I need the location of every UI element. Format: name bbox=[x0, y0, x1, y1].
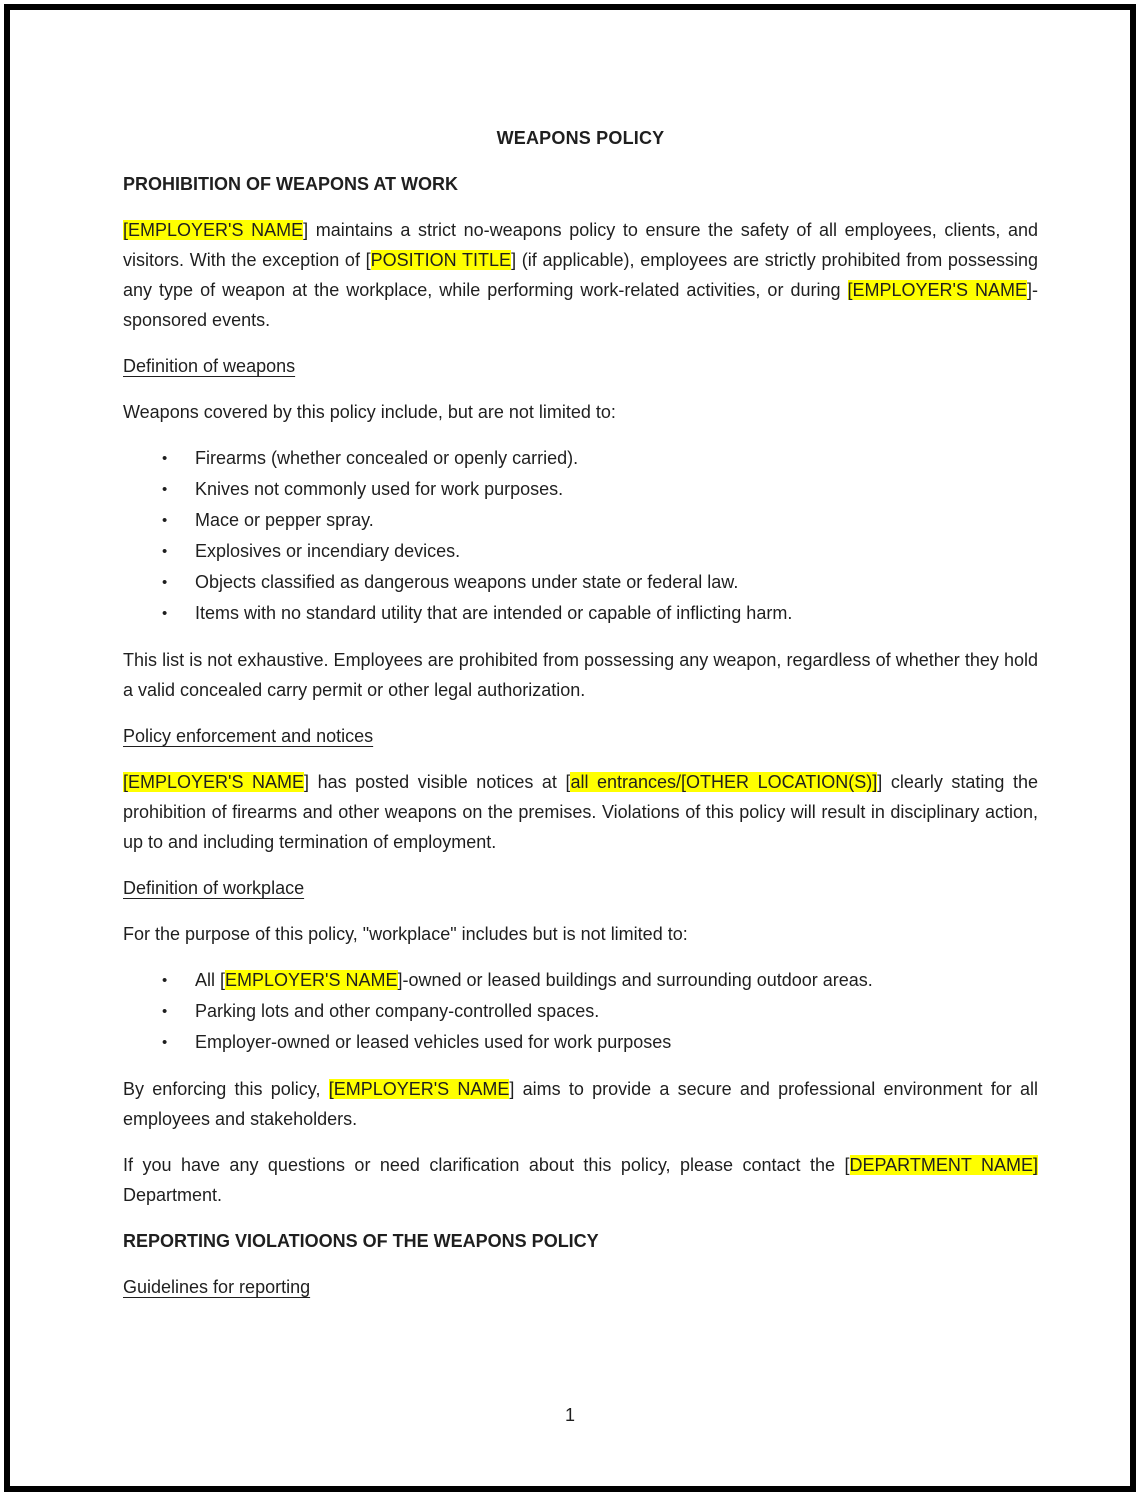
paragraph bbox=[123, 215, 1038, 335]
text-run: Weapons covered by this policy include, but are not limited to: bbox=[123, 402, 616, 422]
text-run: Parking lots and other company-controlled spaces. bbox=[195, 1001, 600, 1021]
bullet-icon: • bbox=[162, 1003, 168, 1020]
list-item bbox=[123, 536, 1038, 567]
document-page bbox=[4, 4, 1136, 1492]
list-item-text bbox=[195, 474, 1038, 505]
paragraph bbox=[123, 1074, 1038, 1134]
list-item-text bbox=[195, 505, 1038, 536]
text-run: ] has posted visible notices at [ bbox=[304, 772, 571, 792]
paragraph bbox=[123, 1150, 1038, 1210]
bullet-icon: • bbox=[162, 450, 168, 467]
placeholder-highlight: [EMPLOYER'S NAME bbox=[123, 772, 305, 792]
section-heading: PROHIBITION OF WEAPONS AT WORK bbox=[123, 174, 458, 194]
text-run: ] maintains a strict no-weapons policy to ensure the safety of all employees, clients, and visitors. With the exception of [ bbox=[123, 220, 1038, 270]
placeholder-highlight: EMPLOYER'S NAME bbox=[225, 970, 398, 990]
placeholder-highlight: [EMPLOYER'S NAME bbox=[847, 280, 1028, 300]
text-run: This list is not exhaustive. Employees are prohibited from possessing any weapon, regardless of whether they hold a valid concealed carry permit or other legal authorization. bbox=[123, 650, 1038, 700]
document-blocks bbox=[123, 169, 1038, 1302]
bullet-icon: • bbox=[162, 512, 168, 529]
text-run: By enforcing this policy, bbox=[123, 1079, 329, 1099]
list-item-text bbox=[195, 443, 1038, 474]
list-item-text bbox=[195, 567, 1038, 598]
bullet-icon: • bbox=[162, 481, 168, 498]
list-item-text bbox=[195, 536, 1038, 567]
placeholder-highlight: [EMPLOYER'S NAME bbox=[328, 1079, 510, 1099]
text-run: ] aims to provide a secure and professional environment for all employees and stakeholders. bbox=[123, 1079, 1038, 1129]
placeholder-highlight: POSITION TITLE bbox=[370, 250, 512, 270]
text-run: For the purpose of this policy, "workplace" includes but is not limited to: bbox=[123, 924, 688, 944]
bullet-list bbox=[123, 965, 1038, 1058]
text-run: Explosives or incendiary devices. bbox=[195, 541, 461, 561]
subsection-heading: Guidelines for reporting bbox=[123, 1277, 311, 1297]
text-run: Objects classified as dangerous weapons under state or federal law. bbox=[195, 572, 739, 592]
list-item bbox=[123, 965, 1038, 996]
list-item-text bbox=[195, 996, 1038, 1027]
list-item-text bbox=[195, 965, 1038, 996]
text-run: Knives not commonly used for work purposes. bbox=[195, 479, 564, 499]
subsection-heading: Policy enforcement and notices bbox=[123, 726, 374, 746]
list-item bbox=[123, 1027, 1038, 1058]
text-run: ] clearly stating the prohibition of firearms and other weapons on the premises. Violations of this policy will result in disciplinary action, up to and including termination of employment. bbox=[123, 772, 1038, 852]
text-run: If you have any questions or need clarification about this policy, please contact the [ bbox=[123, 1155, 850, 1175]
list-item bbox=[123, 567, 1038, 598]
paragraph bbox=[123, 397, 1038, 427]
section-heading: REPORTING VIOLATIOONS OF THE WEAPONS POLICY bbox=[123, 1231, 599, 1251]
bullet-icon: • bbox=[162, 605, 168, 622]
text-run: Department. bbox=[123, 1185, 223, 1205]
list-item bbox=[123, 505, 1038, 536]
text-run: Employer-owned or leased vehicles used for work purposes bbox=[195, 1032, 672, 1052]
document-title: WEAPONS POLICY bbox=[496, 128, 665, 148]
list-item-text bbox=[195, 598, 1038, 629]
list-item bbox=[123, 598, 1038, 629]
paragraph bbox=[123, 919, 1038, 949]
placeholder-highlight: DEPARTMENT NAME] bbox=[849, 1155, 1038, 1175]
bullet-icon: • bbox=[162, 972, 168, 989]
list-item bbox=[123, 443, 1038, 474]
bullet-icon: • bbox=[162, 574, 168, 591]
text-run: Mace or pepper spray. bbox=[195, 510, 374, 530]
subsection-heading: Definition of workplace bbox=[123, 878, 305, 898]
text-run: ] (if applicable), employees are strictly prohibited from possessing any type of weapon at the workplace, while performing work-related activities, or during bbox=[123, 250, 1038, 300]
text-run: Firearms (whether concealed or openly carried). bbox=[195, 448, 579, 468]
list-item bbox=[123, 474, 1038, 505]
paragraph bbox=[123, 767, 1038, 857]
text-run: ]-owned or leased buildings and surrounding outdoor areas. bbox=[397, 970, 873, 990]
bullet-list bbox=[123, 443, 1038, 629]
document-body bbox=[123, 123, 1038, 1318]
placeholder-highlight: all entrances/[OTHER LOCATION(S)] bbox=[570, 772, 878, 792]
paragraph bbox=[123, 645, 1038, 705]
list-item bbox=[123, 996, 1038, 1027]
text-run: Items with no standard utility that are intended or capable of inflicting harm. bbox=[195, 603, 793, 623]
page-number: 1 bbox=[564, 1405, 575, 1425]
bullet-icon: • bbox=[162, 1034, 168, 1051]
subsection-heading: Definition of weapons bbox=[123, 356, 296, 376]
text-run: All [ bbox=[195, 970, 226, 990]
placeholder-highlight: [EMPLOYER'S NAME bbox=[123, 220, 304, 240]
list-item-text bbox=[195, 1027, 1038, 1058]
text-run: ]-sponsored events. bbox=[123, 280, 1039, 330]
bullet-icon: • bbox=[162, 543, 168, 560]
